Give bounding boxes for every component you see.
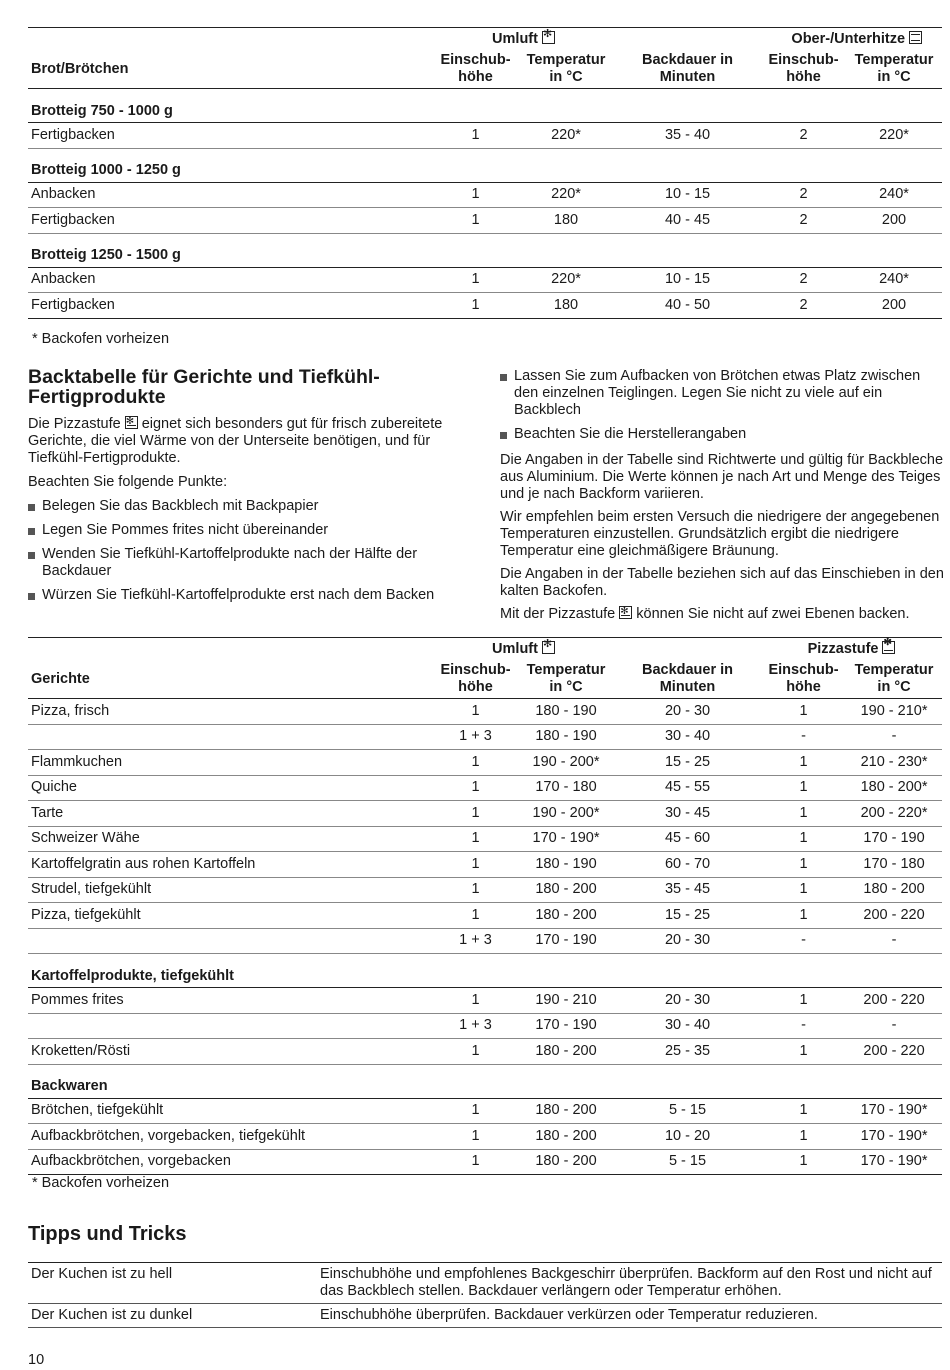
table-row: [28, 1124, 942, 1150]
cell-einschub: 1: [471, 779, 480, 796]
cell-einschub2: 2: [799, 271, 808, 288]
cell-einschub2: 1: [799, 1042, 808, 1059]
cell-einschub: 1: [471, 702, 480, 719]
row-name: Anbacken: [31, 271, 96, 288]
cell-einschub: 1: [471, 126, 480, 143]
row-name: Brötchen, tiefgekühlt: [31, 1102, 164, 1119]
cell-einschub2: 1: [799, 1102, 808, 1119]
cell-temp2: 180 - 200: [863, 881, 925, 898]
table-row: [28, 1039, 942, 1065]
cell-temp: 180 - 200: [535, 1102, 597, 1119]
cell-dauer: 10 - 20: [664, 1127, 711, 1144]
bullet-item: Belegen Sie das Backblech mit Backpapier: [28, 498, 473, 515]
cell-temp: 170 - 190: [535, 1017, 597, 1034]
cell-temp2: 200 - 220: [863, 991, 925, 1008]
group-header-umluft: Umluft✻: [433, 28, 614, 51]
section-title: Brotteig 1000 - 1250 g: [31, 162, 181, 179]
info-paragraph-2: Wir empfehlen beim ersten Versuch die niedrigere der angegebenen Temperaturen einzustellen. Grundsätzlich ergibt die niedrigere Temperatur eine gleichmäßigere Bräunung.: [500, 509, 940, 559]
cell-dauer: 30 - 45: [664, 804, 711, 821]
table-row: [28, 775, 942, 801]
table-row: [28, 750, 942, 776]
table-row: [28, 182, 942, 208]
table-row: [28, 724, 942, 750]
cell-temp: 190 - 210: [535, 991, 597, 1008]
row-name: Pizza, tiefgekühlt: [31, 906, 141, 923]
cell-einschub2: 1: [799, 830, 808, 847]
table-row: [28, 852, 942, 878]
cell-temp: 180: [553, 296, 579, 313]
tipps-row: [28, 1304, 942, 1328]
tipps-solution: Einschubhöhe und empfohlenes Backgeschirr überprüfen. Backform auf den Rost und nicht auf das Backblech stellen. Backdauer verlängern oder Temperatur erhöhen.: [320, 1266, 932, 1299]
row-name: Schweizer Wähe: [31, 830, 140, 847]
cell-dauer: 20 - 30: [664, 702, 711, 719]
cell-einschub2: 2: [799, 211, 808, 228]
section-row: [28, 89, 942, 123]
footnote: * Backofen vorheizen: [32, 1175, 170, 1191]
cell-einschub: 1: [471, 1127, 480, 1144]
cell-temp: 220*: [551, 126, 581, 143]
bullet-item: Wenden Sie Tiefkühl-Kartoffelprodukte nach der Hälfte der Backdauer: [28, 546, 473, 580]
tipps-row: [28, 1263, 942, 1304]
table-row: [28, 293, 942, 319]
cell-einschub: 1: [471, 186, 480, 203]
row-name: [28, 928, 433, 954]
cell-temp: 180 - 200: [535, 1127, 597, 1144]
row-name: Flammkuchen: [31, 753, 123, 770]
info-paragraph-4: Mit der Pizzastufe✻ können Sie nicht auf zwei Ebenen backen.: [500, 606, 944, 623]
col-header-temp2: Temperatur in °C: [854, 662, 934, 695]
row-name: Quiche: [31, 779, 77, 796]
table-row: [28, 877, 942, 903]
cell-dauer: 15 - 25: [664, 906, 711, 923]
cell-temp2: 170 - 190: [863, 830, 925, 847]
cell-temp2: 170 - 190*: [860, 1127, 928, 1144]
cell-temp2: 200: [881, 211, 907, 228]
table-row: [28, 1013, 942, 1039]
pizza-level-icon: [125, 416, 138, 429]
cell-dauer: 15 - 25: [664, 753, 711, 770]
info-paragraph-3: Die Angaben in der Tabelle beziehen sich auf das Einschieben in den kalten Backofen.: [500, 566, 944, 599]
table-row: [28, 267, 942, 293]
cell-dauer: 30 - 40: [664, 1017, 711, 1034]
cell-temp: 220*: [551, 271, 581, 288]
section-row: [28, 1064, 942, 1098]
cell-einschub: 1: [471, 1102, 480, 1119]
cell-temp: 180: [553, 211, 579, 228]
bullet-item: Beachten Sie die Herstellerangaben: [500, 426, 944, 443]
table-row: [28, 903, 942, 929]
cell-einschub: 1: [471, 211, 480, 228]
cell-dauer: 40 - 45: [664, 211, 711, 228]
cell-temp: 180 - 190: [535, 702, 597, 719]
cell-einschub2: 1: [799, 804, 808, 821]
bullet-item: Lassen Sie zum Aufbacken von Brötchen etwas Platz zwischen den einzelnen Teiglingen. Legen Sie nicht zu viele auf ein Backblech: [500, 368, 944, 419]
section2-left: [28, 367, 473, 611]
tipps-problem: Der Kuchen ist zu dunkel: [31, 1307, 193, 1323]
table-row: [28, 1149, 942, 1175]
row-name: Fertigbacken: [31, 211, 115, 228]
row-name: Pommes frites: [31, 991, 124, 1008]
cell-einschub2: 1: [799, 702, 808, 719]
section-row: [28, 233, 942, 267]
cell-dauer: 60 - 70: [664, 855, 711, 872]
section-row: [28, 954, 942, 988]
cell-einschub2: 1: [799, 881, 808, 898]
cell-temp2: 190 - 210*: [860, 702, 928, 719]
cell-dauer: 25 - 35: [664, 1042, 711, 1059]
col-header-item: Brot/Brötchen: [31, 60, 129, 77]
cell-temp: 180 - 200: [535, 1153, 597, 1170]
cell-einschub: 1 + 3: [459, 932, 492, 949]
table-row: [28, 988, 942, 1014]
row-name: Aufbackbrötchen, vorgebacken, tiefgekühlt: [31, 1127, 306, 1144]
cell-einschub: 1 + 3: [459, 728, 492, 745]
col-header-einschub2: Einschub-höhe: [768, 52, 839, 85]
bullet-list-left: [28, 498, 473, 604]
col-header-temp: Temperatur in °C: [526, 662, 606, 695]
cell-dauer: 20 - 30: [664, 991, 711, 1008]
section2-right: [500, 368, 944, 623]
top-bottom-heat-icon: [909, 31, 922, 44]
cell-temp2: 170 - 190*: [860, 1153, 928, 1170]
col-header-einschub2: Einschub-höhe: [768, 662, 839, 695]
row-name: Strudel, tiefgekühlt: [31, 881, 152, 898]
footnote: * Backofen vorheizen: [32, 331, 170, 347]
cell-temp: 180 - 190: [535, 728, 597, 745]
fan-icon: [542, 641, 555, 654]
row-name: Fertigbacken: [31, 126, 115, 143]
row-name: Aufbackbrötchen, vorgebacken: [31, 1153, 231, 1170]
bread-table: [28, 27, 942, 319]
cell-dauer: 45 - 60: [664, 830, 711, 847]
cell-temp: 190 - 200*: [532, 804, 600, 821]
cell-dauer: 5 - 15: [668, 1102, 707, 1119]
cell-temp2: 220*: [879, 126, 909, 143]
section-title: Brotteig 1250 - 1500 g: [31, 247, 181, 264]
cell-temp2: -: [891, 932, 897, 949]
fan-icon: [542, 31, 555, 44]
cell-temp2: 210 - 230*: [860, 753, 928, 770]
cell-temp: 220*: [551, 186, 581, 203]
cell-einschub: 1: [471, 271, 480, 288]
cell-einschub2: 2: [799, 296, 808, 313]
cell-temp: 180 - 200: [535, 1042, 597, 1059]
cell-einschub2: 1: [799, 1127, 808, 1144]
cell-einschub: 1: [471, 855, 480, 872]
tipps-problem: Der Kuchen ist zu hell: [31, 1266, 173, 1282]
cell-temp: 170 - 190*: [532, 830, 600, 847]
cell-einschub2: -: [801, 1017, 806, 1034]
cell-einschub: 1: [471, 1042, 480, 1059]
tipps-solution: Einschubhöhe überprüfen. Backdauer verkürzen oder Temperatur reduzieren.: [320, 1307, 818, 1323]
group-header-umluft: Umluft✻: [433, 638, 614, 661]
bullet-item: Würzen Sie Tiefkühl-Kartoffelprodukte erst nach dem Backen: [28, 587, 473, 604]
cell-temp: 180 - 190: [535, 855, 597, 872]
cell-dauer: 10 - 15: [664, 271, 711, 288]
cell-einschub2: 1: [799, 855, 808, 872]
cell-temp: 190 - 200*: [532, 753, 600, 770]
info-paragraph-1: Die Angaben in der Tabelle sind Richtwerte und gültig für Backbleche aus Aluminium. Die Werte können je nach Art und Menge des Teiges und je nach Backform variieren.: [500, 452, 944, 502]
cell-einschub: 1: [471, 830, 480, 847]
cell-temp2: 200: [881, 296, 907, 313]
row-name: Kartoffelgratin aus rohen Kartoffeln: [31, 855, 256, 872]
cell-einschub: 1 + 3: [459, 1017, 492, 1034]
table-row: [28, 699, 942, 725]
group-header-pizza: Pizzastufe✻: [761, 638, 942, 661]
cell-einschub2: 1: [799, 906, 808, 923]
cell-temp2: 240*: [879, 271, 909, 288]
cell-temp2: -: [891, 1017, 897, 1034]
cell-temp: 170 - 180: [535, 779, 597, 796]
cell-dauer: 35 - 40: [664, 126, 711, 143]
cell-einschub: 1: [471, 296, 480, 313]
row-name: [28, 724, 433, 750]
cell-einschub2: 2: [799, 186, 808, 203]
cell-einschub: 1: [471, 1153, 480, 1170]
intro-paragraph: Die Pizzastufe✻ eignet sich besonders gut für frisch zubereitete Gerichte, die viel Wärme von der Unterseite benötigen, und für Tiefkühl-Fertigprodukte.: [28, 416, 473, 467]
cell-temp2: 170 - 180: [863, 855, 925, 872]
cell-temp2: 170 - 190*: [860, 1102, 928, 1119]
row-name: Kroketten/Rösti: [31, 1042, 131, 1059]
cell-temp2: 200 - 220*: [860, 804, 928, 821]
cell-einschub2: 1: [799, 1153, 808, 1170]
col-header-dauer: Backdauer in Minuten: [641, 52, 734, 85]
cell-einschub2: 1: [799, 991, 808, 1008]
cell-einschub: 1: [471, 804, 480, 821]
section-title: Backwaren: [31, 1078, 108, 1095]
row-name: [28, 1013, 433, 1039]
col-header-einschub: Einschub-höhe: [440, 52, 511, 85]
cell-einschub: 1: [471, 753, 480, 770]
cell-dauer: 45 - 55: [664, 779, 711, 796]
tipps-heading: Tipps und Tricks: [28, 1223, 187, 1245]
table-row: [28, 801, 942, 827]
cell-einschub2: 1: [799, 753, 808, 770]
section-heading: Backtabelle für Gerichte und Tiefkühl-Fertigprodukte: [28, 366, 380, 409]
cell-dauer: 35 - 45: [664, 881, 711, 898]
group-header-oberunter: Ober-/Unterhitze: [761, 28, 942, 51]
cell-dauer: 10 - 15: [664, 186, 711, 203]
table-row: [28, 208, 942, 234]
page-number: 10: [28, 1352, 45, 1368]
col-header-dauer: Backdauer in Minuten: [641, 662, 734, 695]
cell-temp2: -: [891, 728, 897, 745]
section-title: Brotteig 750 - 1000 g: [31, 102, 173, 119]
section-row: [28, 148, 942, 182]
pizza-level-icon: [882, 641, 895, 654]
section-title: Kartoffelprodukte, tiefgekühlt: [31, 967, 235, 984]
pizza-level-icon: [619, 606, 632, 619]
cell-dauer: 5 - 15: [668, 1153, 707, 1170]
bullet-item: Legen Sie Pommes frites nicht übereinander: [28, 522, 473, 539]
cell-temp: 170 - 190: [535, 932, 597, 949]
cell-einschub: 1: [471, 991, 480, 1008]
row-name: Fertigbacken: [31, 296, 115, 313]
beachten-text: Beachten Sie folgende Punkte:: [28, 473, 228, 490]
col-header-temp: Temperatur in °C: [526, 52, 606, 85]
cell-einschub2: 2: [799, 126, 808, 143]
cell-einschub: 1: [471, 881, 480, 898]
table-row: [28, 123, 942, 149]
cell-dauer: 20 - 30: [664, 932, 711, 949]
col-header-temp2: Temperatur in °C: [854, 52, 934, 85]
col-header-einschub: Einschub-höhe: [440, 662, 511, 695]
row-name: Pizza, frisch: [31, 702, 110, 719]
tipps-table: [28, 1262, 942, 1328]
cell-einschub: 1: [471, 906, 480, 923]
cell-temp2: 180 - 200*: [860, 779, 928, 796]
cell-einschub2: -: [801, 932, 806, 949]
dishes-table: [28, 637, 942, 1175]
cell-dauer: 30 - 40: [664, 728, 711, 745]
cell-einschub2: 1: [799, 779, 808, 796]
table-row: [28, 826, 942, 852]
cell-temp: 180 - 200: [535, 906, 597, 923]
row-name: Anbacken: [31, 186, 96, 203]
cell-dauer: 40 - 50: [664, 296, 711, 313]
cell-temp2: 240*: [879, 186, 909, 203]
table-row: [28, 928, 942, 954]
cell-temp: 180 - 200: [535, 881, 597, 898]
cell-temp2: 200 - 220: [863, 1042, 925, 1059]
cell-temp2: 200 - 220: [863, 906, 925, 923]
col-header-item: Gerichte: [31, 670, 90, 687]
table-row: [28, 1098, 942, 1124]
cell-einschub2: -: [801, 728, 806, 745]
bullet-list-right: [500, 368, 944, 443]
row-name: Tarte: [31, 804, 64, 821]
